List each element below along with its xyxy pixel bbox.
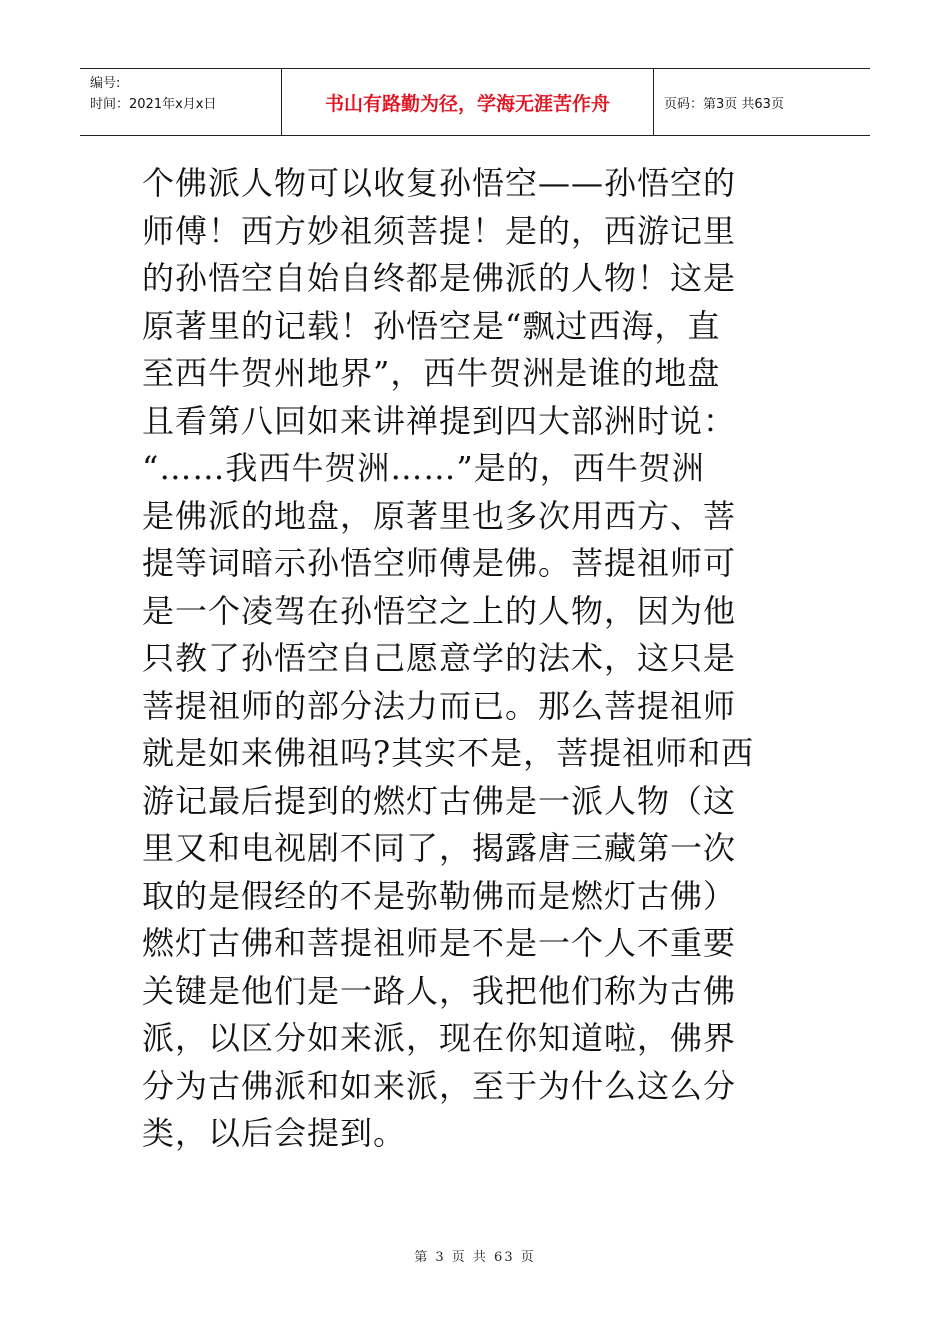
body-line: 取的是假经的不是弥勒佛而是燃灯古佛） [142,876,737,915]
body-line: 且看第八回如来讲禅提到四大部洲时说： [142,401,737,440]
body-line: 游记最后提到的燃灯古佛是一派人物（这 [142,781,737,820]
body-line: 燃灯古佛和菩提祖师是不是一个人不重要 [142,924,737,962]
number-label: 编号: [90,76,121,91]
date-label: 时间：2021年x月x日 [90,97,217,112]
body-line: 就是如来佛祖吗?其实不是，菩提祖师和西 [142,734,755,772]
header-meta [80,69,282,135]
body-line: 只教了孙悟空自己愿意学的法术，这只是 [142,639,737,677]
body-line: “……我西牛贺洲……”是的，西牛贺洲 [142,449,705,487]
body-line: 菩提祖师的部分法力而已。那么菩提祖师 [142,686,737,725]
body-line: 是一个凌驾在孙悟空之上的人物，因为他 [142,591,737,630]
body-line: 提等词暗示孙悟空师傅是佛。菩提祖师可 [142,544,737,582]
body-line: 个佛派人物可以收复孙悟空——孙悟空的 [142,164,737,202]
body-line: 派，以区分如来派，现在你知道啦，佛界 [142,1019,737,1057]
header-motto: 书山有路勤为径，学海无涯苦作舟 [282,69,654,135]
body-line: 是佛派的地盘，原著里也多次用西方、菩 [142,496,737,535]
page-footer: 第 3 页 共 63 页 [414,1250,536,1265]
page-header [80,68,870,136]
body-line: 分为古佛派和如来派，至于为什么这么分 [142,1066,737,1105]
header-page-info: 页码：第3页 共63页 [664,96,784,112]
body-line: 关键是他们是一路人，我把他们称为古佛 [142,971,737,1010]
body-line: 原著里的记载！孙悟空是“飘过西海，直 [142,306,721,345]
body-line: 类，以后会提到。 [142,1114,407,1152]
body-line: 师傅！西方妙祖须菩提！是的，西游记里 [142,211,737,250]
body-line: 的孙悟空自始自终都是佛派的人物！这是 [142,259,737,297]
body-line: 至西牛贺州地界”，西牛贺洲是谁的地盘 [142,354,721,392]
body-line: 里又和电视剧不同了，揭露唐三藏第一次 [142,829,737,867]
body-text [142,160,812,1158]
